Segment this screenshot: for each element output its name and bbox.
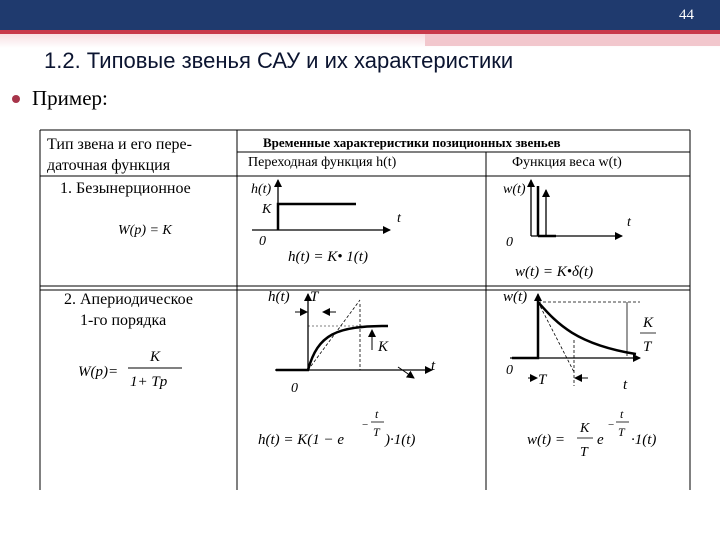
- slide-subtitle: Пример:: [32, 86, 108, 110]
- row2-step-response-plot: [268, 289, 436, 396]
- row2-h-exp-num: t: [375, 407, 379, 421]
- row2-name-line2: 1-го порядка: [80, 312, 167, 329]
- row2-w-axis-label: w(t): [503, 289, 528, 305]
- row2-w-T-axis-label: T: [538, 372, 547, 388]
- row2-transfer-function: [78, 349, 182, 390]
- row2-h-level-label: K: [378, 339, 389, 355]
- row2-h-T-label: T: [310, 289, 319, 305]
- row1-transfer-function: W(p) = K: [118, 223, 172, 238]
- row2-w-origin: 0: [506, 363, 513, 378]
- row2-w-exp-num: t: [620, 407, 624, 421]
- row2-tf-denominator: 1+ Tp: [130, 374, 168, 390]
- row2-w-K-label: K: [643, 315, 654, 331]
- row2-name-line1: 2. Апериодическое: [64, 291, 193, 308]
- row2-w-t-label: t: [623, 377, 628, 393]
- row2-w-exp-den: T: [618, 425, 625, 439]
- row2-h-origin: 0: [291, 381, 298, 396]
- row2-w-formula: [527, 407, 656, 460]
- row2-h-formula-tail: )·1(t): [385, 432, 416, 448]
- row2-h-exp-sign: −: [362, 419, 369, 431]
- row2-w-formula-num: K: [580, 421, 590, 436]
- row1-step-response-plot: [251, 180, 402, 249]
- row2-tf-numerator: K: [150, 349, 161, 365]
- row2-w-formula-tail: ·1(t): [631, 432, 657, 448]
- row2-h-axis-label: h(t): [268, 289, 290, 305]
- row1-h-axis-label: h(t): [251, 182, 272, 197]
- row1-w-t-label: t: [627, 215, 631, 230]
- col3-header: Функция веса w(t): [512, 155, 622, 170]
- group-header: Временные характеристики позиционных звеньев: [263, 135, 561, 150]
- row1-name: 1. Безынерционное: [60, 180, 191, 197]
- row1-h-t-label: t: [397, 211, 401, 226]
- row2-w-formula-den: T: [580, 445, 588, 460]
- row1-w-origin: 0: [506, 235, 513, 250]
- row1-h-level-label: K: [262, 202, 272, 217]
- row2-w-formula-lhs: w(t) =: [527, 432, 566, 448]
- slide-title: 1.2. Типовые звенья САУ и их характеристики: [44, 48, 514, 73]
- row2-h-exp-den: T: [373, 425, 380, 439]
- row2-w-exp-sign: −: [608, 419, 615, 431]
- row1-w-axis-label: w(t): [503, 182, 526, 197]
- col1-header-line2: даточная функция: [47, 157, 171, 174]
- row1-h-origin: 0: [259, 234, 266, 249]
- row2-w-formula-e: e: [597, 432, 604, 448]
- row2-h-formula-main: h(t) = K(1 − e: [258, 432, 345, 448]
- row2-w-T-label: T: [643, 339, 652, 355]
- slide-number: 44: [679, 7, 694, 23]
- row1-impulse-response-plot: [503, 180, 632, 250]
- col1-header-line1: Тип звена и его пере-: [47, 136, 192, 153]
- col2-header: Переходная функция h(t): [248, 155, 397, 170]
- row1-w-formula: w(t) = K•δ(t): [515, 264, 594, 280]
- row1-h-formula: h(t) = K• 1(t): [288, 249, 368, 265]
- row2-h-t-label: t: [431, 358, 436, 374]
- row2-tf-lhs: W(p)=: [78, 364, 119, 380]
- row2-h-formula: [258, 407, 415, 448]
- row2-impulse-response-plot: [503, 289, 656, 393]
